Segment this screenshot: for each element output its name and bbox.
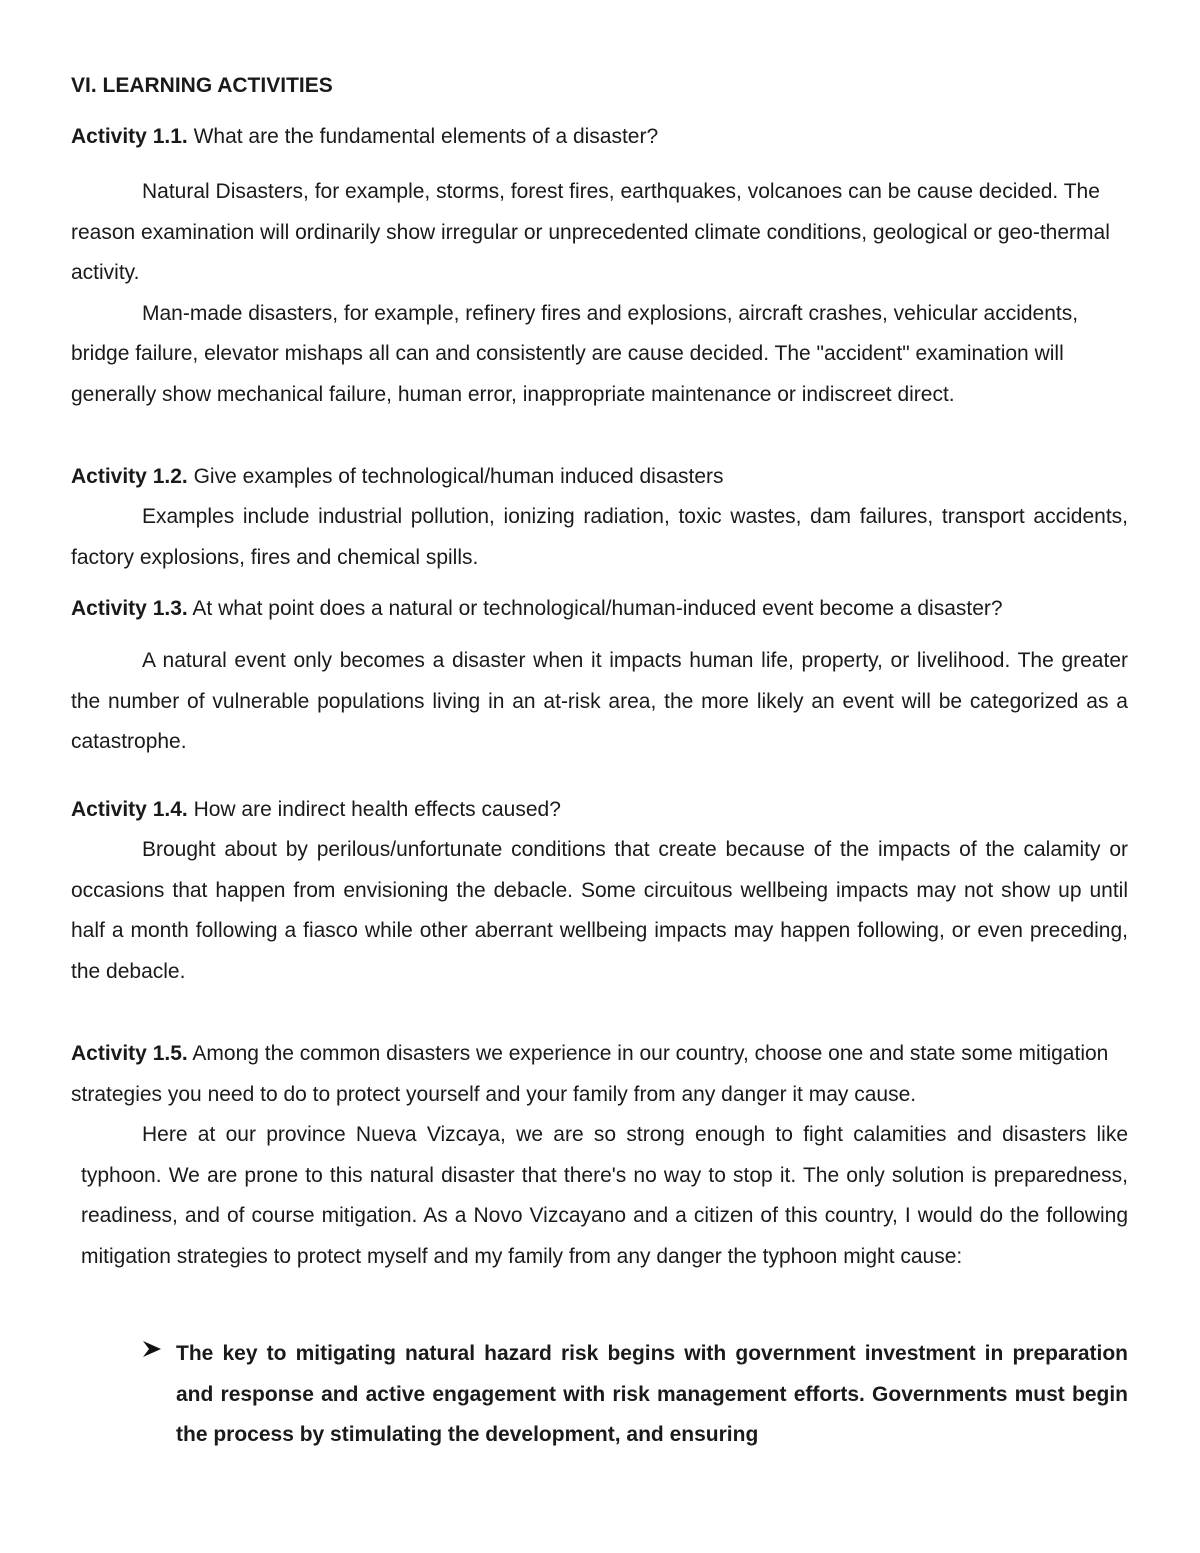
activity-label: Activity 1.2. (71, 465, 188, 488)
activity-question-text: What are the fundamental elements of a disaster? (187, 125, 659, 148)
bullet-text: The key to mitigating natural hazard risk begins with government investment in preparation and response and active engagement with risk management efforts. Governments must begin the process by stimulating the development, and ensuring (176, 1342, 1128, 1447)
section-title: VI. LEARNING ACTIVITIES (71, 74, 333, 97)
activity-1-3-question (71, 594, 1128, 624)
activity-label: Activity 1.3. (71, 597, 188, 620)
answer-paragraph: Examples include industrial pollution, ionizing radiation, toxic wastes, dam failures, transport accidents, factory explosions, fires and chemical spills. (71, 505, 1128, 569)
activity-label: Activity 1.5. (71, 1042, 188, 1065)
answer-paragraph: A natural event only becomes a disaster when it impacts human life, property, or livelihood. The greater the number of vulnerable populations living in an at-risk area, the more likely an event will be categorized as a catastrophe. (71, 649, 1128, 754)
activity-1-2-question (71, 462, 1128, 492)
activity-1-5-question (71, 1034, 1128, 1115)
activity-1-2-answer (71, 497, 1128, 578)
answer-paragraph: Here at our province Nueva Vizcaya, we are so strong enough to fight calamities and disasters like typhoon. We are prone to this natural disaster that there's no way to stop it. The only solution is preparedness, readiness, and of course mitigation. As a Novo Vizcayano and a citizen of this country, I would do the following mitigation strategies to protect myself and my family from any danger the typhoon might cause: (81, 1123, 1128, 1268)
activity-question-text: Among the common disasters we experience in our country, choose one and state some mitigation strategies you need to do to protect yourself and your family from any danger it may cause. (71, 1042, 1109, 1106)
activity-question-text: How are indirect health effects caused? (187, 798, 561, 821)
activity-question-text: At what point does a natural or technological/human-induced event become a disaster? (187, 597, 1003, 620)
answer-paragraph: Brought about by perilous/unfortunate conditions that create because of the impacts of the calamity or occasions that happen from envisioning the debacle. Some circuitous wellbeing impacts may not show up until half a month following a fiasco while other aberrant wellbeing impacts may happen following, or even preceding, the debacle. (71, 838, 1128, 983)
activity-question-text: Give examples of technological/human induced disasters (187, 465, 724, 488)
arrowhead-bullet-icon (141, 1338, 163, 1360)
activity-1-1-question (71, 122, 1128, 152)
answer-paragraph: Natural Disasters, for example, storms, forest fires, earthquakes, volcanoes can be cause decided. The reason examination will ordinarily show irregular or unprecedented climate conditions, geological or geo-thermal activity. (71, 180, 1110, 285)
activity-label: Activity 1.4. (71, 798, 188, 821)
activity-1-1-answer (71, 172, 1128, 416)
activity-1-5-answer (81, 1115, 1128, 1277)
activity-label: Activity 1.1. (71, 125, 188, 148)
bullet-item (141, 1334, 1128, 1456)
activity-1-4-answer (71, 830, 1128, 992)
answer-paragraph: Man-made disasters, for example, refinery fires and explosions, aircraft crashes, vehicular accidents, bridge failure, elevator mishaps all can and consistently are cause decided. The "accident" examination will generally show mechanical failure, human error, inappropriate maintenance or indiscreet direct. (71, 301, 1079, 406)
activity-1-4-question (71, 795, 1128, 825)
activity-1-3-answer (71, 641, 1128, 763)
